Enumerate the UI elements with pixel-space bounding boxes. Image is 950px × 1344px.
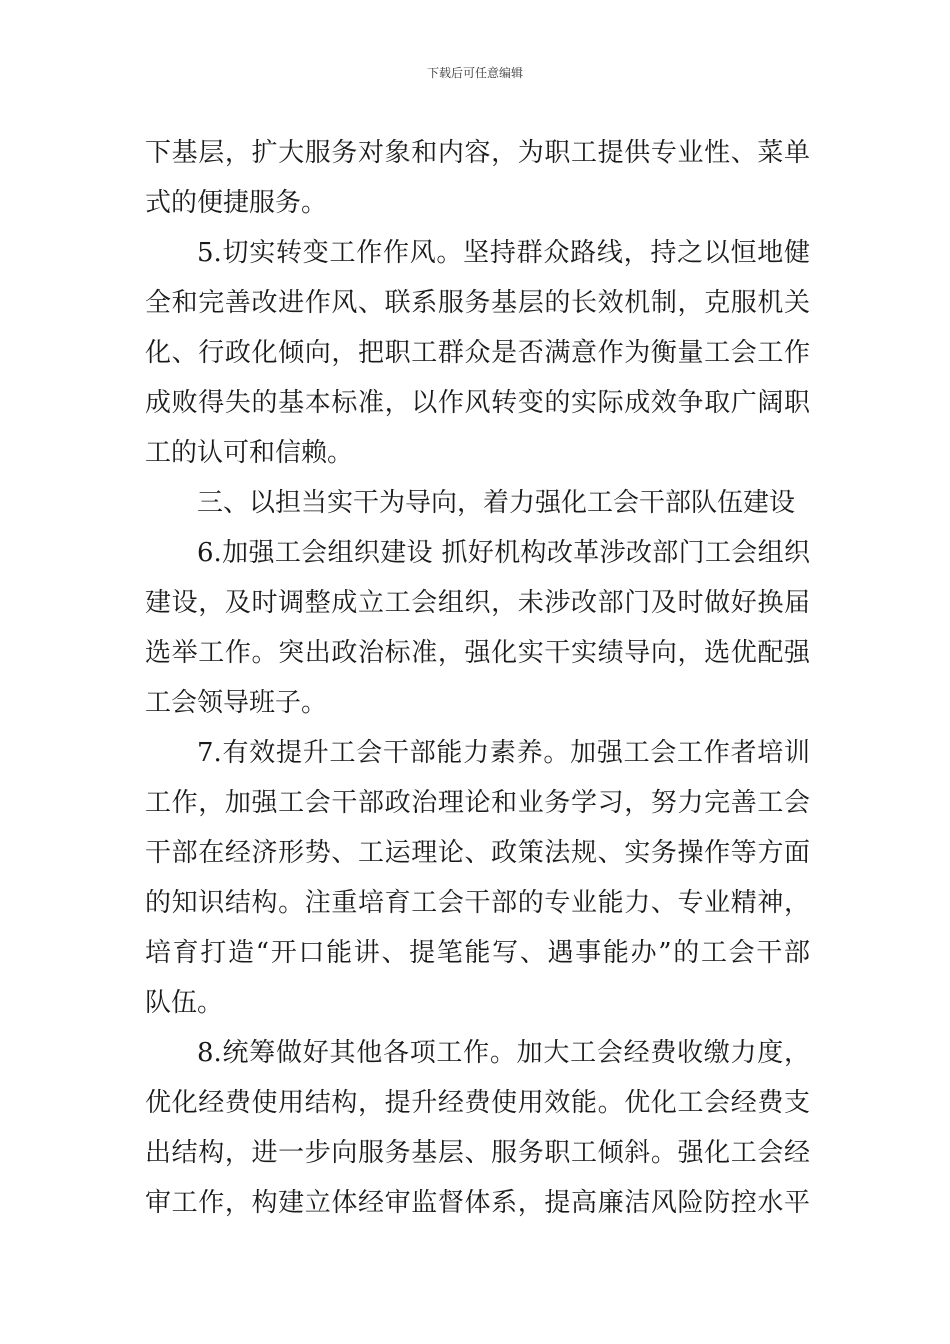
- document-body: [145, 128, 810, 1228]
- text-line: 的知识结构。注重培育工会干部的专业能力、专业精神，: [145, 888, 810, 918]
- text-line: 成败得失的基本标准，以作风转变的实际成效争取广阔职: [145, 388, 810, 418]
- text-line: 审工作，构建立体经审监督体系，提高廉洁风险防控水平: [145, 1188, 810, 1218]
- text-line: 优化经费使用结构，提升经费使用效能。优化工会经费支: [145, 1088, 810, 1118]
- text-line: 建设，及时调整成立工会组织，未涉改部门及时做好换届: [145, 588, 810, 618]
- text-line: 出结构，进一步向服务基层、服务职工倾斜。强化工会经: [145, 1138, 810, 1168]
- page-header: 下载后可任意编辑: [426, 66, 523, 80]
- text-line: 培育打造“开口能讲、提笔能写、遇事能办”的工会干部: [145, 938, 810, 968]
- text-line: 选举工作。突出政治标准，强化实干实绩导向，选优配强: [145, 638, 810, 668]
- text-line: 工作，加强工会干部政治理论和业务学习，努力完善工会: [145, 788, 810, 818]
- text-line: 工的认可和信赖。: [145, 438, 354, 468]
- text-line: 式的便捷服务。: [145, 188, 328, 218]
- text-line: 8.统筹做好其他各项工作。加大工会经费收缴力度，: [197, 1038, 810, 1068]
- text-line: 6.加强工会组织建设 抓好机构改革涉改部门工会组织: [197, 538, 810, 568]
- text-line: 化、行政化倾向，把职工群众是否满意作为衡量工会工作: [145, 338, 810, 368]
- text-line: 三、以担当实干为导向，着力强化工会干部队伍建设: [197, 488, 796, 518]
- text-line: 队伍。: [145, 988, 224, 1018]
- text-line: 下基层，扩大服务对象和内容，为职工提供专业性、菜单: [145, 138, 810, 168]
- text-line: 工会领导班子。: [145, 688, 328, 718]
- text-line: 5.切实转变工作作风。坚持群众路线，持之以恒地健: [197, 238, 810, 268]
- text-line: 干部在经济形势、工运理论、政策法规、实务操作等方面: [145, 838, 810, 868]
- text-line: 7.有效提升工会干部能力素养。加强工会工作者培训: [197, 738, 810, 768]
- text-line: 全和完善改进作风、联系服务基层的长效机制，克服机关: [145, 288, 810, 318]
